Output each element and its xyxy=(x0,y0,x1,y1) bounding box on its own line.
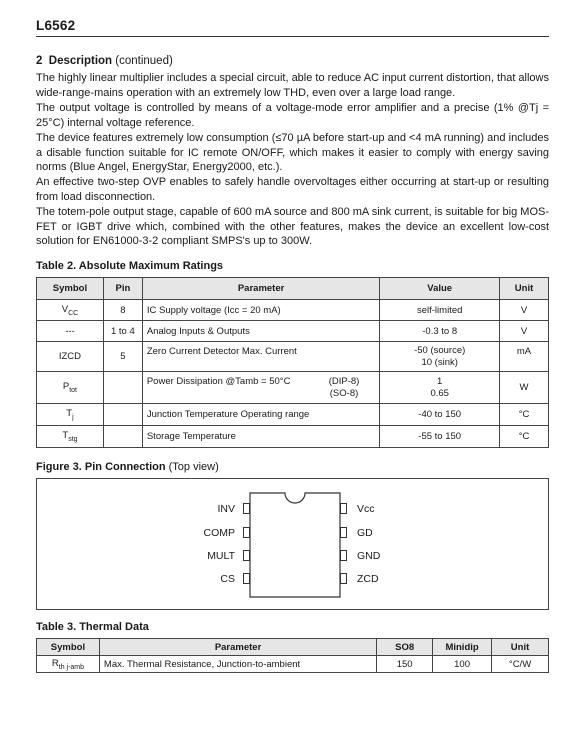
pin-cell xyxy=(103,404,142,426)
pin-label-inv: INV xyxy=(217,503,235,515)
minidip-cell: 100 xyxy=(433,656,492,673)
table3-header-minidip: Minidip xyxy=(433,639,492,656)
pin-connection-figure xyxy=(36,478,549,610)
package-so8: (SO-8) xyxy=(329,387,359,399)
symbol-cell xyxy=(37,372,104,404)
pin-5-lead xyxy=(340,573,347,584)
table2-header-pin: Pin xyxy=(103,278,142,300)
value-cell: -55 to 150 xyxy=(380,426,500,448)
table3-header-parameter: Parameter xyxy=(99,639,376,656)
pin-label-zcd: ZCD xyxy=(357,573,379,585)
table2-header-value: Value xyxy=(380,278,500,300)
section-title: Description xyxy=(48,55,113,67)
value-line-source: -50 (source) xyxy=(414,344,466,356)
paragraph-output-voltage: The output voltage is controlled by means of a voltage-mode error amplifier and a precise (1% @Tj = 25°C) internal voltage reference. xyxy=(36,102,549,129)
pin-cell: 1 to 4 xyxy=(103,321,142,342)
symbol-subscript: j xyxy=(72,413,74,421)
section-heading xyxy=(36,55,173,67)
symbol-cell xyxy=(37,404,104,426)
value-line-sink: 10 (sink) xyxy=(421,356,458,368)
table-row xyxy=(37,372,549,404)
pin-2-lead xyxy=(243,527,250,538)
parameter-cell: Analog Inputs & Outputs xyxy=(142,321,379,342)
value-line-dip: 1 xyxy=(437,375,443,387)
table2-header-symbol: Symbol xyxy=(37,278,104,300)
symbol-cell: --- xyxy=(37,321,104,342)
pin-4-lead xyxy=(243,573,250,584)
thermal-data-table xyxy=(36,638,549,673)
symbol-text: T xyxy=(62,430,69,442)
figure3-caption-title: Figure 3. Pin Connection xyxy=(36,461,166,473)
parameter-cell: IC Supply voltage (Icc = 20 mA) xyxy=(142,300,379,321)
page-header xyxy=(36,18,549,33)
table-row xyxy=(37,404,549,426)
table3-header-unit: Unit xyxy=(492,639,549,656)
pin-cell xyxy=(103,426,142,448)
pin-label-gnd: GND xyxy=(357,550,381,562)
parameter-cell: Max. Thermal Resistance, Junction-to-ambient xyxy=(99,656,376,673)
table-row xyxy=(37,321,549,342)
header-rule xyxy=(36,36,549,37)
unit-cell: mA xyxy=(500,342,549,372)
pin-cell: 5 xyxy=(103,342,142,372)
symbol-text: V xyxy=(61,303,69,315)
pin-3-lead xyxy=(243,550,250,561)
document-title: L6562 xyxy=(36,18,76,33)
symbol-cell: IZCD xyxy=(37,342,104,372)
table-row xyxy=(37,300,549,321)
paragraph-totem-pole: The totem-pole output stage, capable of 600 mA source and 800 mA sink current, is suitable for big MOS-FET or IGBT drive which, combined with the other features, makes the device an excellent low-cost solution for EN61000-3-2 compliant SMPS's up to 300W. xyxy=(36,206,549,247)
table3-header-row xyxy=(37,639,549,656)
section-suffix: (continued) xyxy=(115,55,173,67)
pin-cell xyxy=(103,372,142,404)
pin-label-gd: GD xyxy=(357,527,373,539)
unit-cell: °C/W xyxy=(492,656,549,673)
symbol-cell xyxy=(37,656,100,673)
pin-7-lead xyxy=(340,527,347,538)
parameter-cell xyxy=(142,372,379,404)
paragraph-consumption: The device features extremely low consumption (≤70 µA before start-up and <4 mA running) and includes a disable function suitable for IC remote ON/OFF, which makes it easier to comply with energy saving norms (Blue Angel, EnergyStar, Energy2000, etc.). xyxy=(36,132,549,173)
value-cell xyxy=(380,342,500,372)
value-cell: self-limited xyxy=(380,300,500,321)
pin-label-vcc: Vcc xyxy=(357,503,375,515)
paragraph-multiplier: The highly linear multiplier includes a special circuit, able to reduce AC input current distortion, that allows wide-range-mains operation with an extremely low THD, even over a large load range. xyxy=(36,72,549,99)
symbol-cell xyxy=(37,426,104,448)
unit-cell: V xyxy=(500,321,549,342)
pin-8-lead xyxy=(340,503,347,514)
unit-cell: W xyxy=(500,372,549,404)
value-cell: -0.3 to 8 xyxy=(380,321,500,342)
symbol-subscript: CC xyxy=(68,309,79,317)
so8-cell: 150 xyxy=(377,656,433,673)
unit-cell: V xyxy=(500,300,549,321)
pin-label-mult: MULT xyxy=(207,550,235,562)
table-row xyxy=(37,342,549,372)
parameter-cell: Storage Temperature xyxy=(142,426,379,448)
symbol-subscript: th j-amb xyxy=(58,663,85,671)
pin-6-lead xyxy=(340,550,347,561)
symbol-subscript: stg xyxy=(68,435,78,443)
symbol-cell xyxy=(37,300,104,321)
symbol-subscript: tot xyxy=(69,386,78,394)
parameter-text: Power Dissipation @Tamb = 50°C xyxy=(146,375,291,387)
unit-cell: °C xyxy=(500,426,549,448)
ic-package-diagram xyxy=(37,479,550,611)
parameter-cell: Zero Current Detector Max. Current xyxy=(142,342,379,372)
ic-body-outline xyxy=(250,493,340,597)
table2-header-parameter: Parameter xyxy=(142,278,379,300)
pin-1-lead xyxy=(243,503,250,514)
pin-cell: 8 xyxy=(103,300,142,321)
table3-caption: Table 3. Thermal Data xyxy=(36,621,149,633)
unit-cell: °C xyxy=(500,404,549,426)
parameter-cell: Junction Temperature Operating range xyxy=(142,404,379,426)
value-cell: -40 to 150 xyxy=(380,404,500,426)
value-line-so: 0.65 xyxy=(430,387,449,399)
absolute-max-ratings-table xyxy=(36,277,549,448)
table-row xyxy=(37,426,549,448)
figure3-caption-suffix: (Top view) xyxy=(168,461,219,473)
table-row xyxy=(37,656,549,673)
package-dip8: (DIP-8) xyxy=(328,375,360,387)
table2-caption: Table 2. Absolute Maximum Ratings xyxy=(36,260,224,272)
pin-label-comp: COMP xyxy=(203,527,235,539)
value-cell xyxy=(380,372,500,404)
symbol-text: P xyxy=(62,381,70,393)
section-number: 2 xyxy=(36,55,43,67)
table3-header-so8: SO8 xyxy=(377,639,433,656)
pin-label-cs: CS xyxy=(220,573,235,585)
symbol-text: R xyxy=(51,657,59,669)
table3-header-symbol: Symbol xyxy=(37,639,100,656)
symbol-text: T xyxy=(66,408,73,420)
table2-header-unit: Unit xyxy=(500,278,549,300)
table2-header-row xyxy=(37,278,549,300)
figure3-caption xyxy=(36,461,219,473)
paragraph-ovp: An effective two-step OVP enables to safely handle overvoltages either occurring at start-up or resulting from load disconnection. xyxy=(36,176,549,203)
